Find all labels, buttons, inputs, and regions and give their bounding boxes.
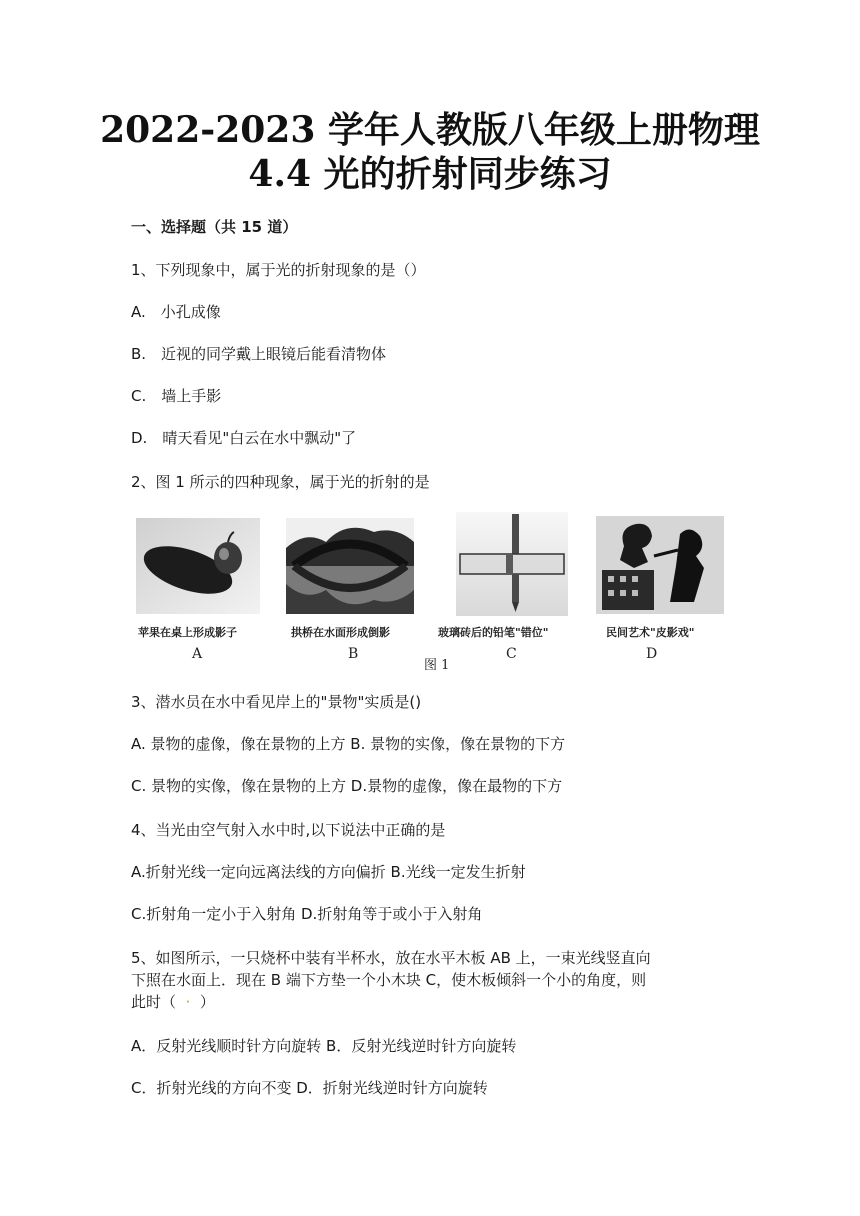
apple-shadow-photo [136,518,260,614]
figure-label: 图 1 [424,658,450,673]
page-title-line-1: 2022-2023 学年人教版八年级上册物理 [100,109,760,151]
question-5-paren-close: ） [199,993,215,1011]
question-1-option-a: A. 小孔成像 [131,303,221,321]
question-5-options-ab: A．反射光线顺时针方向旋转 B．反射光线逆时针方向旋转 [131,1037,517,1055]
arch-bridge-photo [286,518,414,614]
pencil-glass-photo [456,512,568,616]
question-5-stem-line-1: 5、如图所示，一只烧杯中装有半杯水，放在水平木板 AB 上，一束光线竖直向 [131,949,651,967]
answer-blank-mark: · [176,993,200,1011]
figure-letter-d: D [646,646,658,662]
question-2-stem: 2、图 1 所示的四种现象，属于光的折射的是 [131,473,430,491]
question-1-option-b: B. 近视的同学戴上眼镜后能看清物体 [131,345,387,363]
question-4-stem: 4、当光由空气射入水中时,以下说法中正确的是 [131,821,446,839]
question-5-paren-open: 此时（ [131,993,177,1011]
question-1-option-c: C. 墙上手影 [131,387,222,405]
shadow-puppet-photo [596,516,724,614]
figure-caption-a: 苹果在桌上形成影子 [138,626,237,639]
figure-caption-d: 民间艺术"皮影戏" [606,626,695,639]
question-1-stem: 1、下列现象中，属于光的折射现象的是（） [131,261,426,279]
question-4-options-ab: A.折射光线一定向远离法线的方向偏折 B.光线一定发生折射 [131,863,526,881]
figure-letter-c: C [506,646,517,662]
question-3-options-cd: C. 景物的实像，像在景物的上方 D.景物的虚像，像在最物的下方 [131,777,563,795]
question-1-option-d: D. 晴天看见"白云在水中飘动"了 [131,429,357,447]
page-title-line-2: 4.4 光的折射同步练习 [248,153,612,195]
question-4-options-cd: C.折射角一定小于入射角 D.折射角等于或小于入射角 [131,905,483,923]
figure-letter-a: A [192,646,203,662]
figure-caption-b: 拱桥在水面形成倒影 [291,626,390,639]
question-5-stem-line-2: 下照在水面上．现在 B 端下方垫一个小木块 C，使木板倾斜一个小的角度，则 [131,971,647,989]
question-3-options-ab: A. 景物的虚像，像在景物的上方 B. 景物的实像，像在景物的下方 [131,735,566,753]
section-heading: 一、选择题（共 15 道） [131,218,298,236]
figure-1 [128,512,728,672]
figure-letter-b: B [348,646,359,662]
question-5-options-cd: C．折射光线的方向不变 D．折射光线逆时针方向旋转 [131,1079,488,1097]
figure-caption-c: 玻璃砖后的铅笔"错位" [438,626,549,639]
question-5-stem-line-3 [131,991,215,1013]
question-3-stem: 3、潜水员在水中看见岸上的"景物"实质是() [131,693,422,711]
